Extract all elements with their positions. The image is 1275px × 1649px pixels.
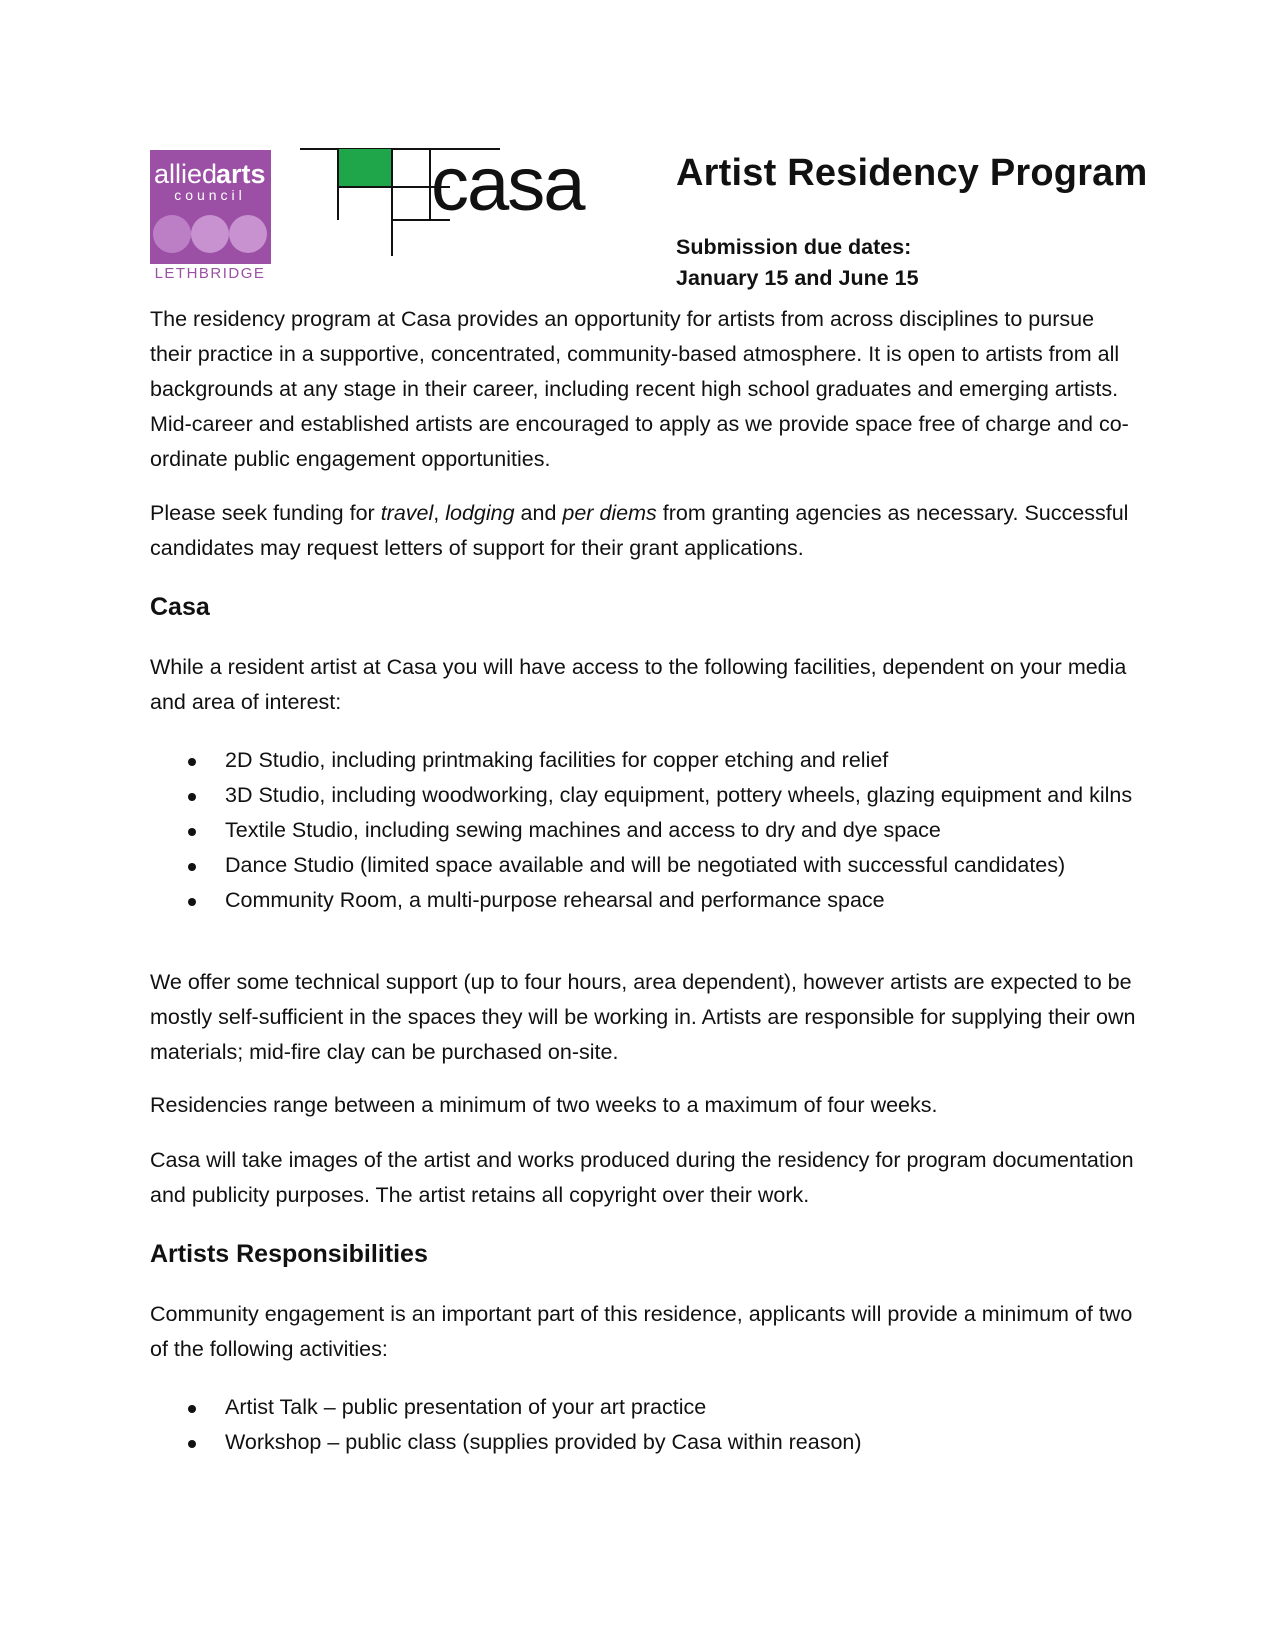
intro-paragraph: The residency program at Casa provides an opportunity for artists from across disciplines to pursue their practice in a supportive, concentrated, community-based atmosphere. It is open to artists from all backgrounds at any stage in their career, including recent high school graduates and emerging artists. Mid-career and established artists are encouraged to apply as we provide space free of charge and co-ordinate public engagement opportunities. — [150, 307, 1129, 471]
responsibilities-heading: Artists Responsibilities — [150, 1240, 428, 1268]
bullet-icon — [188, 1405, 196, 1413]
list-item: Community Room, a multi-purpose rehearsal and performance space — [150, 883, 1140, 918]
logo-word-allied: allied — [154, 159, 218, 189]
list-item: Dance Studio (limited space available and will be negotiated with successful candidates) — [150, 848, 1140, 883]
bullet-icon — [188, 758, 196, 766]
duration-paragraph: Residencies range between a minimum of two weeks to a maximum of four weeks. — [150, 1093, 938, 1117]
list-item: Workshop – public class (supplies provided by Casa within reason) — [150, 1425, 1140, 1460]
page-title: Artist Residency Program — [676, 152, 1148, 194]
list-item: Textile Studio, including sewing machines and access to dry and dye space — [150, 813, 1140, 848]
responsibilities-intro: Community engagement is an important part of this residence, applicants will provide a minimum of two of the following activities: — [150, 1302, 1133, 1361]
bullet-icon — [188, 828, 196, 836]
bullet-icon — [188, 793, 196, 801]
casa-intro: While a resident artist at Casa you will have access to the following facilities, dependent on your media and area of interest: — [150, 655, 1127, 714]
submission-due-block — [676, 232, 919, 294]
facilities-list — [150, 743, 1140, 918]
casa-wordmark: casa — [431, 148, 584, 227]
bullet-icon — [188, 898, 196, 906]
allied-arts-council-logo — [150, 150, 271, 280]
logo-word-lethbridge: LETHBRIDGE — [154, 265, 266, 280]
funding-paragraph: Please seek funding for travel, lodging and per diems from granting agencies as necessary. Successful candidates may request letters of support for their grant applications. — [150, 501, 1129, 560]
technical-support-paragraph: We offer some technical support (up to four hours, area dependent), however artists are expected to be mostly self-sufficient in the spaces they will be working in. Artists are responsible for supplying their own materials; mid-fire clay can be purchased on-site. — [150, 970, 1136, 1064]
due-dates: January 15 and June 15 — [676, 266, 919, 290]
list-item: 2D Studio, including printmaking facilities for copper etching and relief — [150, 743, 1140, 778]
bullet-icon — [188, 1440, 196, 1448]
logo-word-arts: arts — [216, 159, 266, 189]
activities-list — [150, 1390, 1140, 1460]
casa-heading: Casa — [150, 593, 210, 621]
logo-word-council: council — [174, 187, 246, 203]
due-label: Submission due dates: — [676, 235, 912, 259]
list-item: Artist Talk – public presentation of your art practice — [150, 1390, 1140, 1425]
list-item: 3D Studio, including woodworking, clay equipment, pottery wheels, glazing equipment and kilns — [150, 778, 1140, 813]
bullet-icon — [188, 863, 196, 871]
images-paragraph: Casa will take images of the artist and works produced during the residency for program documentation and publicity purposes. The artist retains all copyright over their work. — [150, 1148, 1134, 1207]
casa-logo — [300, 148, 618, 256]
